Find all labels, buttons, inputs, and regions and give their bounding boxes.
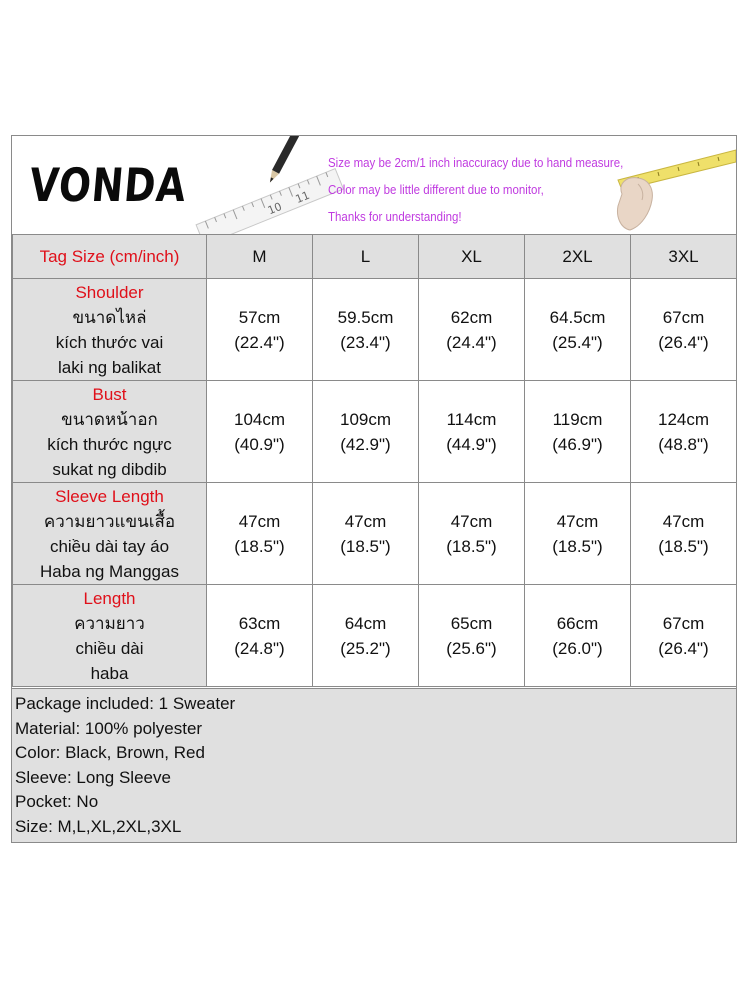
- size-header: 3XL: [631, 235, 737, 279]
- attribute-name: Length: [83, 588, 136, 608]
- attribute-name-vietnamese: kích thước vai: [55, 332, 164, 352]
- value-cell: 119cm (46.9"): [525, 381, 631, 483]
- detail-material: Material: 100% polyester: [15, 718, 203, 738]
- detail-package: Package included: 1 Sweater: [15, 694, 236, 713]
- value-cell: 47cm (18.5"): [631, 483, 737, 585]
- value-cell: 65cm (25.6"): [419, 585, 525, 687]
- value-cell: 104cm (40.9"): [207, 381, 313, 483]
- size-header: XL: [419, 235, 525, 279]
- size-header: M: [207, 235, 313, 279]
- attribute-name-thai: ขนาดไหล่: [72, 307, 147, 327]
- value-cell: 47cm (18.5"): [525, 483, 631, 585]
- detail-sleeve: Sleeve: Long Sleeve: [15, 767, 171, 787]
- size-header: L: [313, 235, 419, 279]
- attribute-name-tagalog: sukat ng dibdib: [52, 459, 167, 479]
- value-cell: 66cm (26.0"): [525, 585, 631, 687]
- value-cell: 47cm (18.5"): [207, 483, 313, 585]
- value-cell: 47cm (18.5"): [313, 483, 419, 585]
- ruler-mark: 11: [293, 188, 312, 207]
- brand-banner: [12, 136, 736, 234]
- value-cell: 67cm (26.4"): [631, 585, 737, 687]
- product-details: [12, 688, 736, 842]
- attribute-name-vietnamese: kích thước ngực: [47, 434, 172, 454]
- table-row: [13, 279, 737, 381]
- value-cell: 62cm (24.4"): [419, 279, 525, 381]
- value-cell: 59.5cm (23.4"): [313, 279, 419, 381]
- note-line: Color may be little different due to monitor,: [328, 183, 544, 197]
- attribute-name-thai: ความยาว: [74, 613, 145, 633]
- table-row: [13, 585, 737, 687]
- size-chart-sheet: [11, 135, 737, 843]
- detail-size: Size: M,L,XL,2XL,3XL: [15, 816, 182, 836]
- attribute-name-tagalog: haba: [90, 663, 129, 683]
- value-cell: 109cm (42.9"): [313, 381, 419, 483]
- attribute-name-thai: ขนาดหน้าอก: [61, 409, 158, 429]
- measuring-tape-hand-icon: [608, 136, 736, 234]
- attribute-cell: [13, 483, 207, 585]
- attribute-name: Sleeve Length: [55, 486, 164, 506]
- tag-size-header: Tag Size (cm/inch): [13, 235, 207, 279]
- measurement-notes: [328, 150, 638, 231]
- value-cell: 64cm (25.2"): [313, 585, 419, 687]
- detail-pocket: Pocket: No: [15, 792, 99, 811]
- pencil-ruler-icon: [184, 136, 344, 234]
- detail-color: Color: Black, Brown, Red: [15, 743, 205, 762]
- note-line: Thanks for understanding!: [328, 210, 462, 224]
- value-cell: 114cm (44.9"): [419, 381, 525, 483]
- attribute-name-thai: ความยาวแขนเสื้อ: [43, 511, 176, 531]
- attribute-name-tagalog: Haba ng Manggas: [40, 561, 179, 581]
- brand-logo: VONDA: [27, 158, 189, 212]
- value-cell: 47cm (18.5"): [419, 483, 525, 585]
- size-table: [12, 234, 737, 687]
- attribute-cell: [13, 279, 207, 381]
- size-header: 2XL: [525, 235, 631, 279]
- value-cell: 64.5cm (25.4"): [525, 279, 631, 381]
- attribute-name-vietnamese: chiều dài: [75, 638, 144, 658]
- attribute-name-tagalog: laki ng balikat: [57, 357, 161, 377]
- value-cell: 57cm (22.4"): [207, 279, 313, 381]
- table-header-row: [13, 235, 737, 279]
- attribute-cell: [13, 381, 207, 483]
- value-cell: 63cm (24.8"): [207, 585, 313, 687]
- table-row: [13, 483, 737, 585]
- value-cell: 67cm (26.4"): [631, 279, 737, 381]
- attribute-name-vietnamese: chiều dài tay áo: [49, 536, 170, 556]
- table-row: [13, 381, 737, 483]
- value-cell: 124cm (48.8"): [631, 381, 737, 483]
- ruler-mark: 10: [265, 200, 284, 218]
- note-line: Size may be 2cm/1 inch inaccuracy due to hand measure,: [328, 156, 624, 170]
- attribute-name: Shoulder: [75, 282, 144, 302]
- attribute-cell: [13, 585, 207, 687]
- attribute-name: Bust: [92, 384, 127, 404]
